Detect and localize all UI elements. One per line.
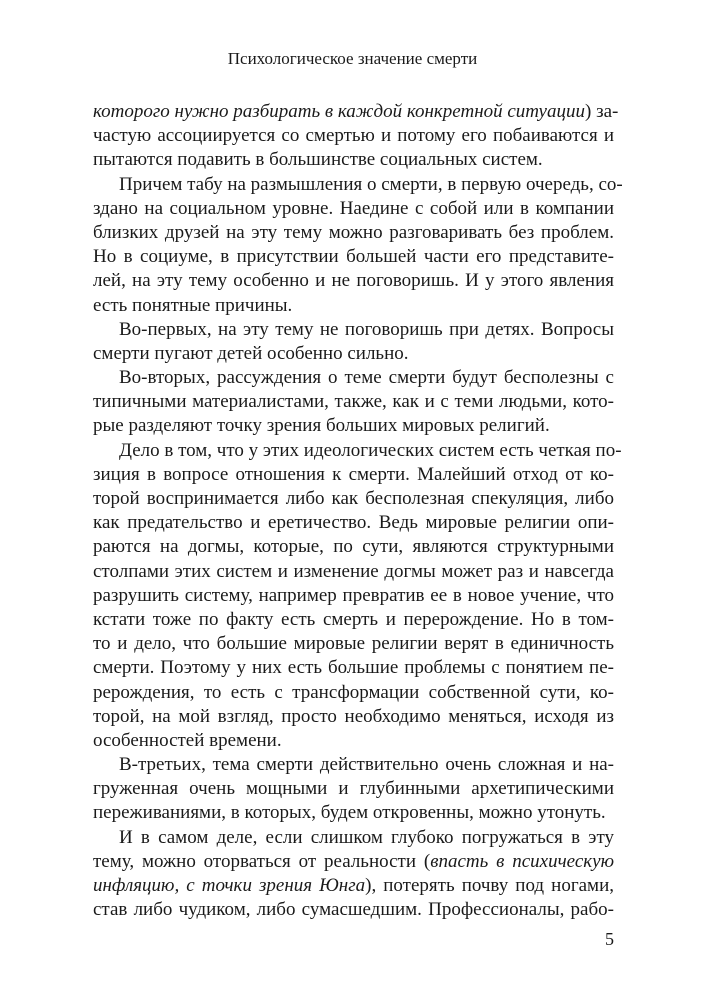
text-line: пытаются подавить в большинстве социальных систем. [93, 149, 543, 171]
text-line: Дело в том, что у этих идеологических систем есть четкая по- [119, 439, 622, 461]
text-line: разрушить систему, например превратив ее в новое учение, что [93, 584, 614, 606]
text-line: став либо чудиком, либо сумасшедшим. Профессионалы, рабо- [93, 899, 614, 921]
text-line: как предательство и еретичество. Ведь мировые религии опи- [93, 512, 614, 534]
text-line: то и дело, что большие мировые религии верят в единичность [93, 633, 614, 655]
text-line: смерти. Поэтому у них есть большие проблемы с понятием пе- [93, 657, 614, 679]
text-line: столпами этих систем и изменение догмы может раз и навсегда [93, 560, 614, 582]
text-line: есть понятные причины. [93, 294, 293, 316]
text-line: переживаниями, в которых, будем откровенны, можно утонуть. [93, 802, 606, 824]
text-line: Во-вторых, рассуждения о теме смерти будут бесполезны с [119, 367, 614, 389]
page-number: 5 [605, 929, 614, 949]
text-line: И в самом деле, если слишком глубоко погружаться в эту [119, 826, 614, 848]
text-line: В-третьих, тема смерти действительно очень сложная и на- [119, 754, 614, 776]
text-line: груженная очень мощными и глубинными архетипическими [93, 778, 614, 800]
text-line: раются на догмы, которые, по сути, являются структурными [93, 536, 614, 558]
text-line: кстати тоже по факту есть смерть и перерождение. Но в том- [93, 608, 614, 630]
text-line: Во-первых, на эту тему не поговоришь при детях. Вопросы [119, 318, 614, 340]
text-line: торой, на мой взгляд, просто необходимо меняться, исходя из [93, 705, 614, 727]
text-line: типичными материалистами, также, как и с теми людьми, кото- [93, 391, 614, 413]
text-line: близких друзей на эту тему можно разговаривать без проблем. [93, 221, 614, 243]
text-line: тему, можно оторваться от реальности (впасть в психическую [93, 850, 615, 872]
text-line: которого нужно разбирать в каждой конкретной ситуации) за- [93, 101, 619, 122]
text-line: здано на социальном уровне. Наедине с собой или в компании [93, 197, 614, 219]
text-line: рерождения, то есть с трансформации собственной сути, ко- [93, 681, 614, 703]
text-line: смерти пугают детей особенно сильно. [93, 342, 409, 364]
text-line: зиция в вопросе отношения к смерти. Малейший отход от ко- [93, 463, 614, 485]
text-line: Причем табу на размышления о смерти, в первую очередь, со- [119, 173, 623, 195]
text-line: особенностей времени. [93, 729, 282, 751]
text-line: частую ассоциируется со смертью и потому его побаиваются и [93, 125, 614, 147]
running-head: Психологическое значение смерти [227, 49, 478, 68]
body-text [93, 100, 623, 922]
text-line: лей, на эту тему особенно и не поговоришь. И у этого явления [93, 270, 614, 292]
text-line: торой воспринимается либо как бесполезная спекуляция, либо [93, 488, 614, 509]
text-line: инфляцию, с точки зрения Юнга), потерять почву под ногами, [93, 875, 614, 896]
text-line: Но в социуме, в присутствии большей части его представите- [93, 246, 614, 268]
text-line: рые разделяют точку зрения больших мировых религий. [93, 415, 550, 437]
